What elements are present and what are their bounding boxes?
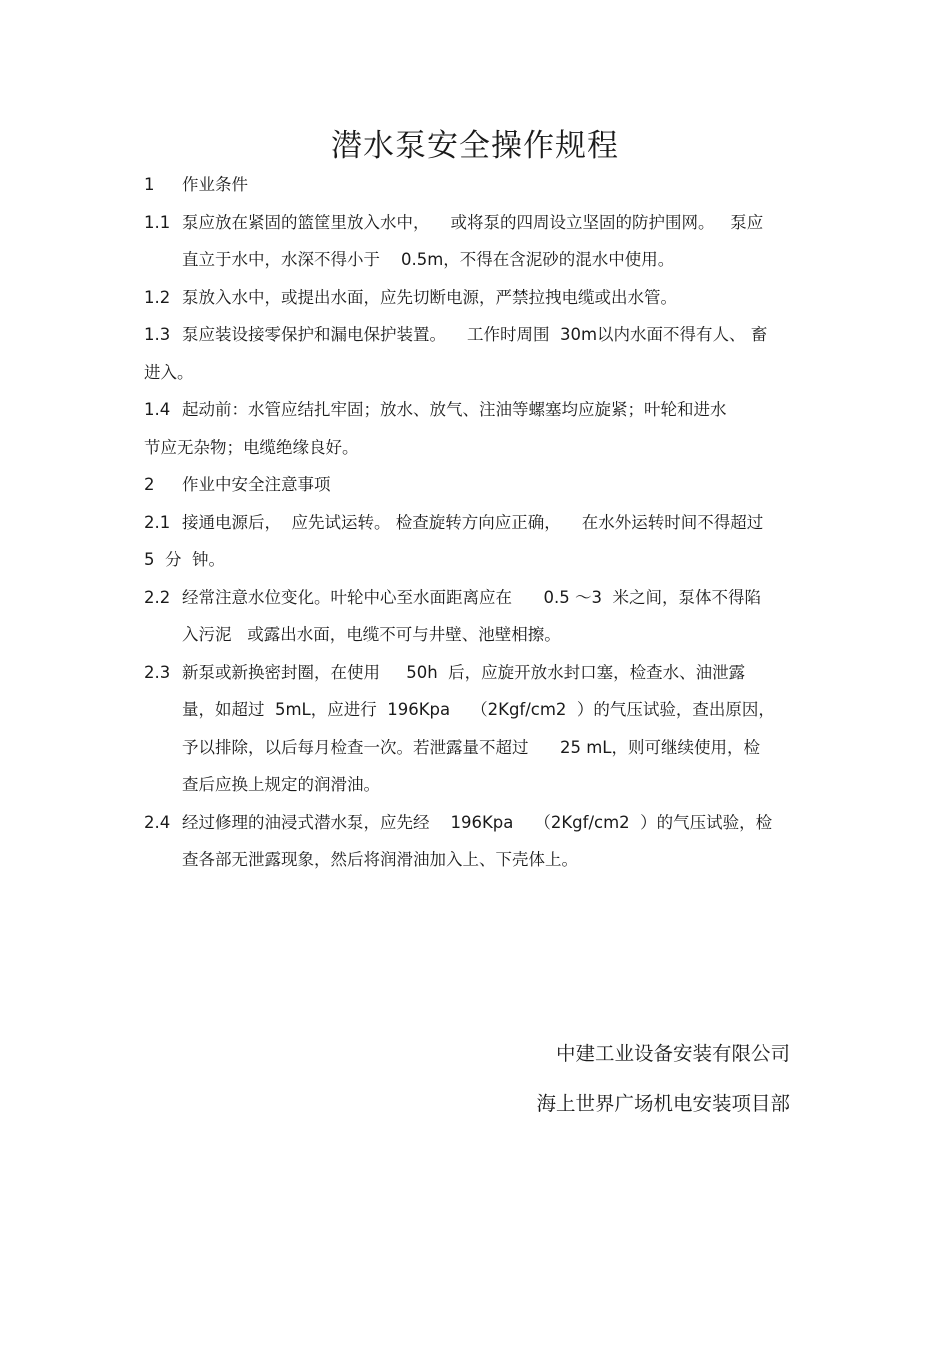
section-number: 1 [144,175,155,194]
section-number: 1.2 [144,287,171,307]
line-text: 经过修理的油浸式潜水泵，应先经 196Kpa （2Kgf/cm2 ）的气压试验，检 [182,812,773,832]
text-line [144,247,814,285]
section-number: 1.1 [144,212,171,232]
line-text: 节应无杂物；电缆绝缘良好。 [144,437,359,457]
section-number: 2 [144,475,155,494]
text-line [144,810,814,848]
line-text: 泵放入水中，或提出水面，应先切断电源，严禁拉拽电缆或出水管。 [182,287,677,307]
line-text: 新泵或新换密封圈，在使用 50h 后，应旋开放水封口塞，检查水、油泄露 [182,662,746,682]
document-title: 潜水泵安全操作规程 [331,128,619,164]
section-number: 2.3 [144,662,171,682]
section-number: 1.4 [144,400,171,419]
line-text: 入污泥 或露出水面，电缆不可与井壁、池壁相擦。 [182,625,561,644]
section-number: 1.3 [144,325,171,344]
signature-company: 中建工业设备安装有限公司 [555,1042,790,1065]
text-line [144,397,814,435]
text-line [144,847,814,885]
section-number: 2.1 [144,512,171,532]
line-text: 进入。 [144,362,194,382]
text-line [144,547,814,585]
line-text: 量，如超过 5mL，应进行 196Kpa （2Kgf/cm2 ）的气压试验，查出原因， [182,700,775,719]
line-text: 查各部无泄露现象，然后将润滑油加入上、下壳体上。 [182,850,578,869]
text-line [144,772,814,810]
text-line [144,660,814,698]
text-line [144,585,814,623]
text-line [144,472,814,510]
text-line [144,697,814,735]
line-text: 直立于水中，水深不得小于 0.5m，不得在含泥砂的混水中使用。 [182,250,675,269]
line-text: 作业条件 [182,175,248,194]
text-line [144,435,814,473]
document-body [144,172,814,885]
line-text: 接通电源后， 应先试运转。 检查旋转方向应正确， 在水外运转时间不得超过 [182,512,764,532]
line-text: 予以排除，以后每月检查一次。若泄露量不超过 25 mL，则可继续使用，检 [182,737,760,757]
text-line [144,510,814,548]
text-line [144,360,814,398]
section-number: 2.2 [144,587,171,607]
line-text: 泵应放在紧固的篮筐里放入水中， 或将泵的四周设立坚固的防护围网。 泵应 [182,212,764,232]
text-line [144,285,814,323]
line-text: 起动前：水管应结扎牢固；放水、放气、注油等螺塞均应旋紧；叶轮和进水 [182,400,727,419]
line-text: 5 分 钟。 [144,550,225,569]
text-line [144,210,814,248]
line-text: 查后应换上规定的润滑油。 [182,775,380,794]
text-line [144,735,814,773]
text-line [144,622,814,660]
line-text: 经常注意水位变化。叶轮中心至水面距离应在 0.5 ～3 米之间，泵体不得陷 [182,587,761,607]
line-text: 作业中安全注意事项 [182,475,331,494]
line-text: 泵应装设接零保护和漏电保护装置。 工作时周围 30m以内水面不得有人、 畜 [182,325,768,344]
text-line [144,322,814,360]
text-line [144,172,814,210]
signature-department: 海上世界广场机电安装项目部 [536,1092,790,1115]
section-number: 2.4 [144,812,171,832]
